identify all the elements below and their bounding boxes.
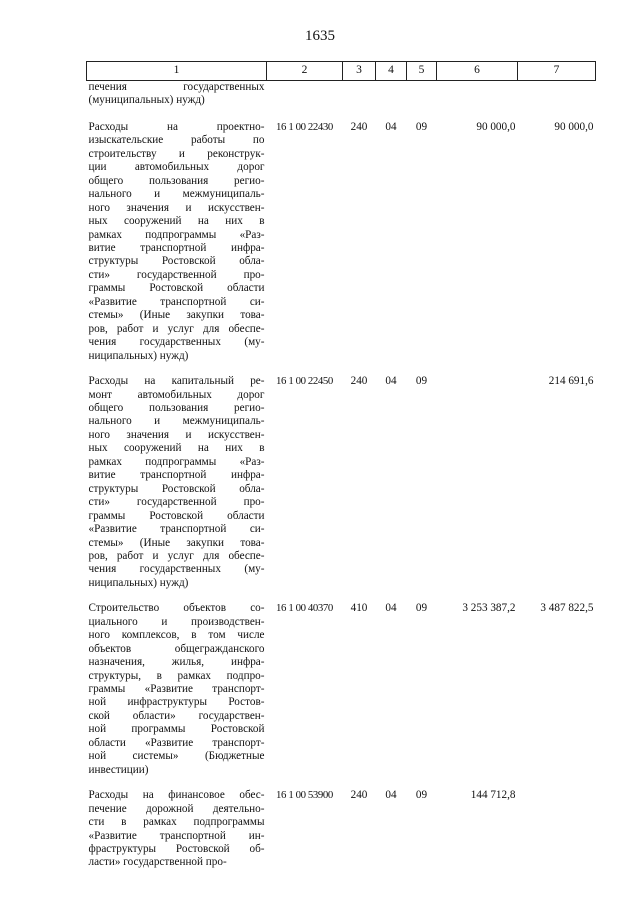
description-line: «Развитие транспортной си- (88, 295, 265, 308)
section-code: 04 (385, 120, 397, 133)
page-number: 1635 (305, 28, 335, 44)
amount-column-6: 90 000,0 (476, 120, 516, 133)
description-line: ных сооружений на них в (88, 442, 265, 455)
expense-type-code: 410 (350, 602, 368, 615)
column-header-3: 3 (343, 62, 376, 81)
description-line: нального и межмуниципаль- (88, 415, 265, 428)
target-article-code (267, 81, 343, 115)
subsection-code: 09 (415, 120, 428, 133)
description-line: фраструктуры Ростовской об- (88, 843, 265, 856)
description-line: сти» государственной про- (88, 496, 265, 509)
column-header-1: 1 (87, 62, 267, 81)
amount-column-7 (518, 81, 596, 115)
amount-column-6 (437, 369, 518, 596)
column-header-2: 2 (267, 62, 343, 81)
expense-description (87, 115, 267, 369)
description-line: «Развитие транспортной си- (88, 523, 265, 536)
description-line: ной программы Ростовской (88, 723, 265, 736)
description-line: строительству и реконструк- (88, 147, 265, 160)
subsection-code: 09 (415, 602, 428, 615)
column-header-6: 6 (437, 62, 518, 81)
description-line: нального и межмуниципаль- (88, 188, 265, 201)
section-code (376, 81, 407, 115)
subsection-code: 09 (415, 375, 428, 388)
description-line: ции автомобильных дорог (88, 161, 265, 174)
description-line: печение дорожной деятельно- (88, 802, 265, 815)
description-line: Расходы на проектно- (88, 120, 265, 133)
expense-description (87, 596, 267, 783)
description-line: общего пользования регио- (88, 401, 265, 414)
description-line: граммы Ростовской области (88, 282, 265, 295)
description-line: объектов общегражданского (88, 642, 265, 655)
description-line: «Развитие транспортной ин- (88, 829, 265, 842)
table-body (87, 81, 596, 876)
amount-column-6: 144 712,8 (470, 789, 516, 802)
table-row (87, 369, 596, 596)
description-line: ного комплексов, в том числе (88, 629, 265, 642)
description-line: ров, работ и услуг для обеспе- (88, 322, 265, 335)
amount-column-6 (437, 81, 518, 115)
description-line: ных сооружений на них в (88, 215, 265, 228)
description-line: монт автомобильных дорог (88, 388, 265, 401)
expense-type-code: 240 (350, 120, 368, 133)
section-code: 04 (385, 375, 397, 388)
description-line: ласти» государственной про- (88, 856, 227, 869)
description-line: структуры, в рамках подпро- (88, 669, 265, 682)
amount-column-7: 214 691,6 (548, 375, 594, 388)
target-article-code: 16 1 00 53900 (276, 789, 333, 802)
column-header-7: 7 (518, 62, 596, 81)
amount-column-7: 3 487 822,5 (540, 602, 594, 615)
table-header (87, 62, 596, 81)
section-code: 04 (385, 602, 397, 615)
table-row (87, 81, 596, 115)
expense-description (87, 783, 267, 876)
expense-type-code: 240 (350, 789, 368, 802)
description-line: стемы» (Иные закупки това- (88, 536, 265, 549)
description-line: структуры Ростовской обла- (88, 255, 265, 268)
target-article-code: 16 1 00 22450 (276, 375, 333, 388)
column-header-5: 5 (407, 62, 437, 81)
description-line: изыскательские работы по (88, 134, 265, 147)
description-line: ров, работ и услуг для обеспе- (88, 549, 265, 562)
description-line: Строительство объектов со- (88, 602, 265, 615)
description-line: рамках подпрограммы «Раз- (88, 455, 265, 468)
description-line: чения государственных (му- (88, 563, 265, 576)
description-line: ниципальных) нужд) (88, 576, 189, 589)
description-line: Расходы на финансовое обес- (88, 789, 265, 802)
section-code: 04 (385, 789, 397, 802)
description-line: витие транспортной инфра- (88, 241, 265, 254)
description-line: ной инфраструктуры Ростов- (88, 696, 265, 709)
amount-column-7: 90 000,0 (554, 120, 594, 133)
description-line: чения государственных (му- (88, 336, 265, 349)
header-row (87, 62, 596, 81)
description-line: сти» государственной про- (88, 268, 265, 281)
description-line: граммы Ростовской области (88, 509, 265, 522)
description-line: граммы «Развитие транспорт- (88, 683, 265, 696)
description-line: циального и производствен- (88, 615, 265, 628)
expense-description (87, 369, 267, 596)
target-article-code: 16 1 00 40370 (276, 602, 333, 615)
description-line: ской области» государствен- (88, 709, 265, 722)
description-line: ного значения и искусствен- (88, 201, 265, 214)
amount-column-6: 3 253 387,2 (462, 602, 516, 615)
amount-column-7 (518, 783, 596, 876)
budget-table (86, 61, 596, 876)
column-header-4: 4 (376, 62, 407, 81)
expense-type-code (343, 81, 376, 115)
description-line: стемы» (Иные закупки това- (88, 309, 265, 322)
table-row (87, 596, 596, 783)
description-line: ной системы» (Бюджетные (88, 750, 265, 763)
description-line: ниципальных) нужд) (88, 349, 189, 362)
description-line: (муниципальных) нужд) (88, 94, 205, 107)
subsection-code: 09 (415, 789, 428, 802)
description-line: печения государственных (88, 81, 265, 93)
description-line: рамках подпрограммы «Раз- (88, 228, 265, 241)
description-line: общего пользования регио- (88, 174, 265, 187)
description-line: ного значения и искусствен- (88, 428, 265, 441)
table-row (87, 783, 596, 876)
description-line: витие транспортной инфра- (88, 469, 265, 482)
description-line: Расходы на капитальный ре- (88, 375, 265, 388)
description-line: сти в рамках подпрограммы (88, 816, 265, 829)
description-line: области «Развитие транспорт- (88, 736, 265, 749)
expense-description (87, 81, 267, 115)
expense-type-code: 240 (350, 375, 368, 388)
description-line: назначения, жилья, инфра- (88, 656, 265, 669)
table-row (87, 115, 596, 369)
description-line: инвестиции) (88, 763, 149, 776)
target-article-code: 16 1 00 22430 (276, 120, 333, 133)
subsection-code (407, 81, 437, 115)
description-line: структуры Ростовской обла- (88, 482, 265, 495)
